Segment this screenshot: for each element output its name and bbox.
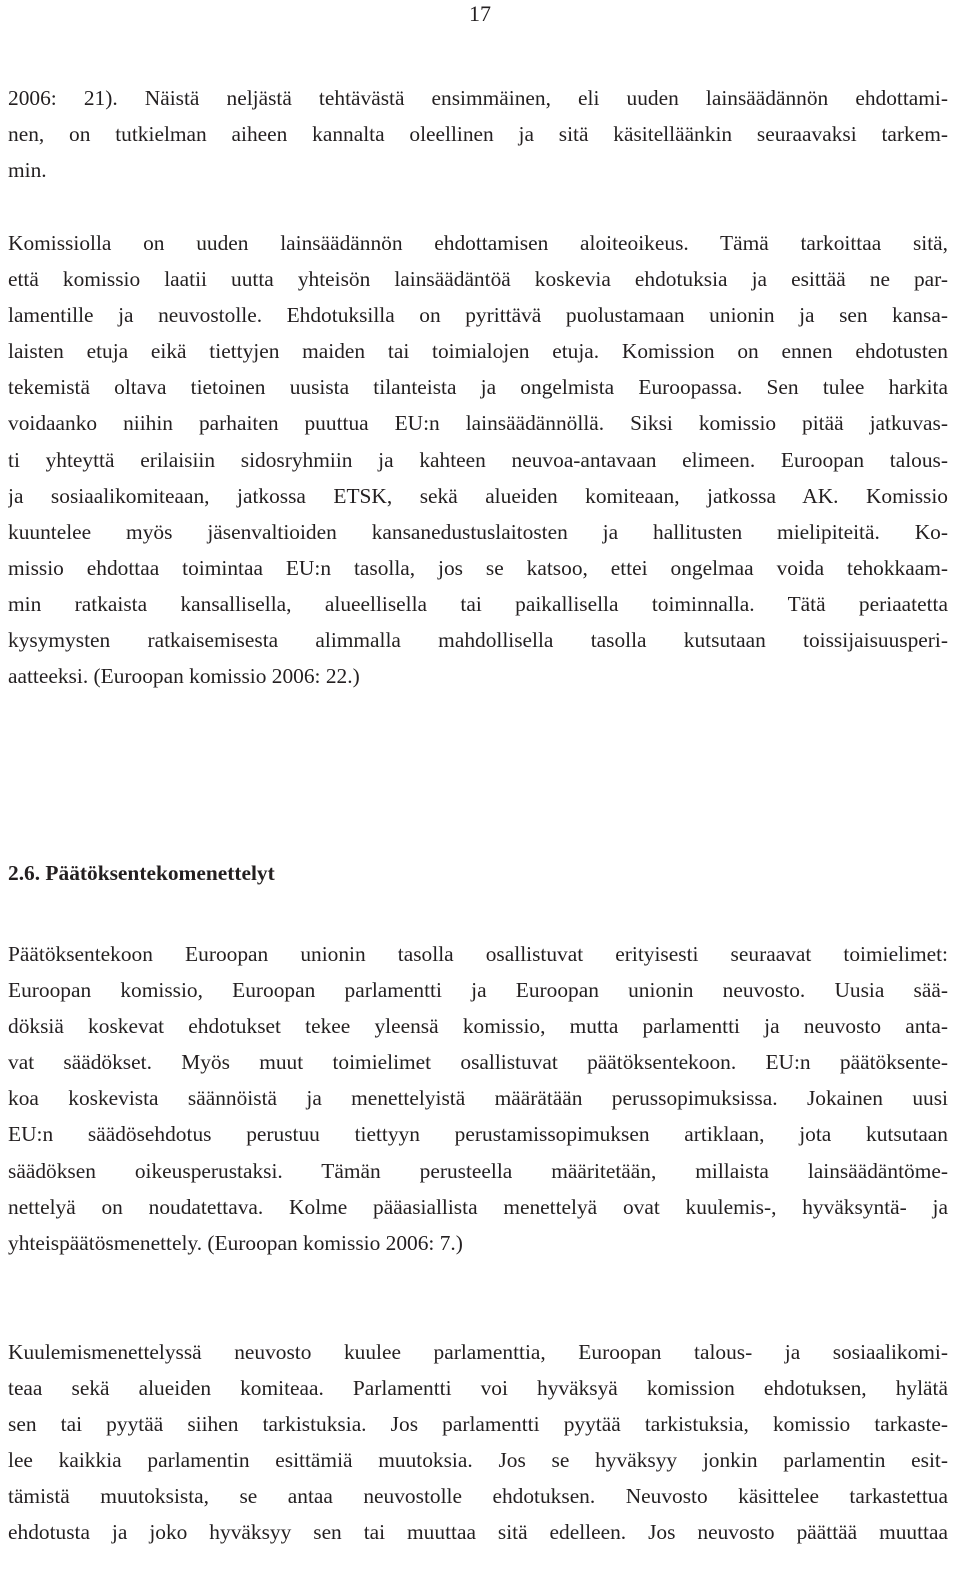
text-line: kuuntelee myös jäsenvaltioiden kansanedustuslaitosten ja hallitusten mielipiteitä. Ko- (8, 519, 948, 544)
text-line: nettelyä on noudatettava. Kolme pääasiallista menettelyä ovat kuulemis-, hyväksyntä- ja (8, 1194, 948, 1219)
text-line: vat säädökset. Myös muut toimielimet osallistuvat päätöksentekoon. EU:n päätöksente- (8, 1050, 948, 1075)
text-line: tekemistä oltava tietoinen uusista tilanteista ja ongelmista Euroopassa. Sen tulee harkita (8, 375, 948, 400)
text-line: EU:n säädösehdotus perustuu tiettyyn perustamissopimuksen artiklaan, jota kutsutaan (8, 1122, 948, 1147)
text-line: min. (8, 158, 47, 183)
text-line: döksiä koskevat ehdotukset tekee yleensä komissio, mutta parlamentti ja neuvosto anta- (8, 1014, 948, 1039)
text-line: yhteispäätösmenettely. (Euroopan komissio 2006: 7.) (8, 1230, 463, 1255)
text-line: koa koskevista säännöistä ja menettelyistä määrätään perussopimuksissa. Jokainen uusi (8, 1086, 948, 1111)
text-line: teaa sekä alueiden komiteaa. Parlamentti voi hyväksyä komission ehdotuksen, hylätä (8, 1376, 948, 1401)
text-line: ja sosiaalikomiteaan, jatkossa ETSK, sekä alueiden komiteaan, jatkossa AK. Komissio (8, 483, 948, 508)
text-line: aatteeksi. (Euroopan komissio 2006: 22.) (8, 664, 360, 689)
text-line: ti yhteyttä erilaisiin sidosryhmiin ja kahteen neuvoa-antavaan elimeen. Euroopan talous- (8, 447, 948, 472)
text-line: Komissiolla on uuden lainsäädännön ehdottamisen aloiteoikeus. Tämä tarkoittaa sitä, (8, 231, 948, 255)
text-line: Kuulemismenettelyssä neuvosto kuulee parlamenttia, Euroopan talous- ja sosiaalikomi- (8, 1340, 948, 1364)
text-line: Päätöksentekoon Euroopan unionin tasolla osallistuvat erityisesti seuraavat toimielimet: (8, 942, 948, 966)
text-line: lee kaikkia parlamentin esittämiä muutoksia. Jos se hyväksyy jonkin parlamentin esit- (8, 1448, 948, 1473)
text-line: kysymysten ratkaisemisesta alimmalla mahdollisella tasolla kutsutaan toissijaisuusperi- (8, 628, 948, 653)
text-line: laisten etuja eikä tiettyjen maiden tai toimialojen etuja. Komission on ennen ehdotusten (8, 339, 948, 364)
text-line: lamentille ja neuvostolle. Ehdotuksilla on pyrittävä puolustamaan unionin ja sen kansa- (8, 303, 948, 328)
text-line: nen, on tutkielman aiheen kannalta oleellinen ja sitä käsitelläänkin seuraavaksi tarkem- (8, 122, 948, 147)
text-line: missio ehdottaa toimintaa EU:n tasolla, jos se katsoo, ettei ongelmaa voida tehokkaam- (8, 555, 948, 580)
text-line: sen tai pyytää siihen tarkistuksia. Jos parlamentti pyytää tarkistuksia, komissio tarkaste- (8, 1412, 948, 1437)
paragraph-2 (8, 225, 948, 694)
paragraph-4 (8, 1334, 948, 1551)
text-line: 2006: 21). Näistä neljästä tehtävästä ensimmäinen, eli uuden lainsäädännön ehdottami- (8, 86, 948, 110)
paragraph-1 (8, 80, 948, 188)
text-line: säädöksen oikeusperustaksi. Tämän perusteella määritetään, millaista lainsäädäntöme- (8, 1158, 948, 1183)
text-line: tämistä muutoksista, se antaa neuvostolle ehdotuksen. Neuvosto käsittelee tarkastettua (8, 1484, 948, 1509)
text-line: voidaanko niihin parhaiten puuttua EU:n lainsäädännöllä. Siksi komissio pitää jatkuvas- (8, 411, 948, 436)
text-line: Euroopan komissio, Euroopan parlamentti ja Euroopan unionin neuvosto. Uusia sää- (8, 978, 948, 1003)
text-line: ehdotusta ja joko hyväksyy sen tai muuttaa sitä edelleen. Jos neuvosto päättää muuttaa (8, 1520, 948, 1545)
text-line: min ratkaista kansallisella, alueellisella tai paikallisella toiminnalla. Tätä periaatetta (8, 591, 948, 616)
paragraph-3 (8, 936, 948, 1261)
section-heading: 2.6. Päätöksentekomenettelyt (8, 861, 275, 885)
page-number: 17 (469, 1, 491, 26)
text-line: että komissio laatii uutta yhteisön lainsäädäntöä koskevia ehdotuksia ja esittää ne par- (8, 267, 948, 292)
